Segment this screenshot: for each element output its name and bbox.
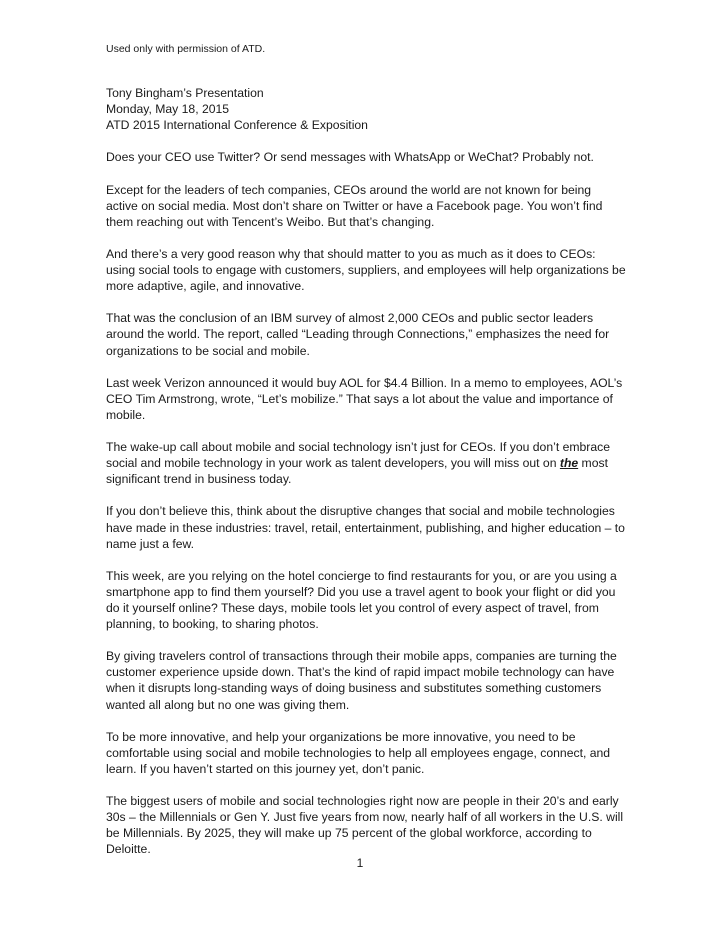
paragraph: And there’s a very good reason why that should matter to you as much as it does to CEOs: using social tools to engage with customers, suppliers, and employees will help organizations be more adaptive, agile, and innovative. [106,246,626,294]
permission-note: Used only with permission of ATD. [106,43,266,55]
paragraph [106,439,626,487]
paragraph: Except for the leaders of tech companies, CEOs around the world are not known for being active on social media. Most don’t share on Twitter or have a Facebook page. You won’t find them reaching out with Tencent’s Weibo. But that’s changing. [106,182,603,229]
paragraph: By giving travelers control of transactions through their mobile apps, companies are turning the customer experience upside down. That’s the kind of rapid impact mobile technology can have when it disrupts long-standing ways of doing business and substitutes something customers wanted all along but no one was giving them. [106,649,617,712]
document-body [106,85,626,874]
page-number: 1 [356,856,364,870]
paragraph: The biggest users of mobile and social technologies right now are people in their 20’s and early 30s – the Millennials or Gen Y. Just five years from now, nearly half of all workers in the U.S. will be Millennials. By 2025, they will make up 75 percent of the global workforce, according to Deloitte. [106,794,624,857]
paragraph: That was the conclusion of an IBM survey of almost 2,000 CEOs and public sector leaders around the world. The report, called “Leading through Connections,” emphasizes the need for organizations to be social and mobile. [106,311,610,358]
paragraph: Last week Verizon announced it would buy AOL for $4.4 Billion. In a memo to employees, AOL’s CEO Tim Armstrong, wrote, “Let’s mobilize.” That says a lot about the value and importance of mobile. [106,375,623,422]
event-line: ATD 2015 International Conference & Exposition [106,118,368,133]
paragraph: To be more innovative, and help your organizations be more innovative, you need to be comfortable using social and mobile technologies to help all employees engage, connect, and learn. If you haven’t started on this journey yet, don’t panic. [106,729,611,776]
paragraph-text: most significant trend in business today. [106,456,608,487]
title-block [106,85,626,133]
emphasized-word: the [559,456,579,471]
paragraph: If you don’t believe this, think about the disruptive changes that social and mobile technologies have made in these industries: travel, retail, entertainment, publishing, and higher education – to name just a few. [106,504,625,551]
paragraph-text: The wake-up call about mobile and social technology isn’t just for CEOs. If you don’t embrace social and mobile technology in your work as talent developers, you will miss out on [106,440,611,471]
paragraph: This week, are you relying on the hotel concierge to find restaurants for you, or are you using a smartphone app to find them yourself? Did you use a travel agent to book your flight or did you do it yourself online? These days, mobile tools let you control of every aspect of travel, from planning, to booking, to sharing photos. [106,568,617,632]
date-line: Monday, May 18, 2015 [106,102,230,117]
presenter-line: Tony Bingham’s Presentation [106,86,264,100]
paragraph: Does your CEO use Twitter? Or send messages with WhatsApp or WeChat? Probably not. [106,150,594,165]
